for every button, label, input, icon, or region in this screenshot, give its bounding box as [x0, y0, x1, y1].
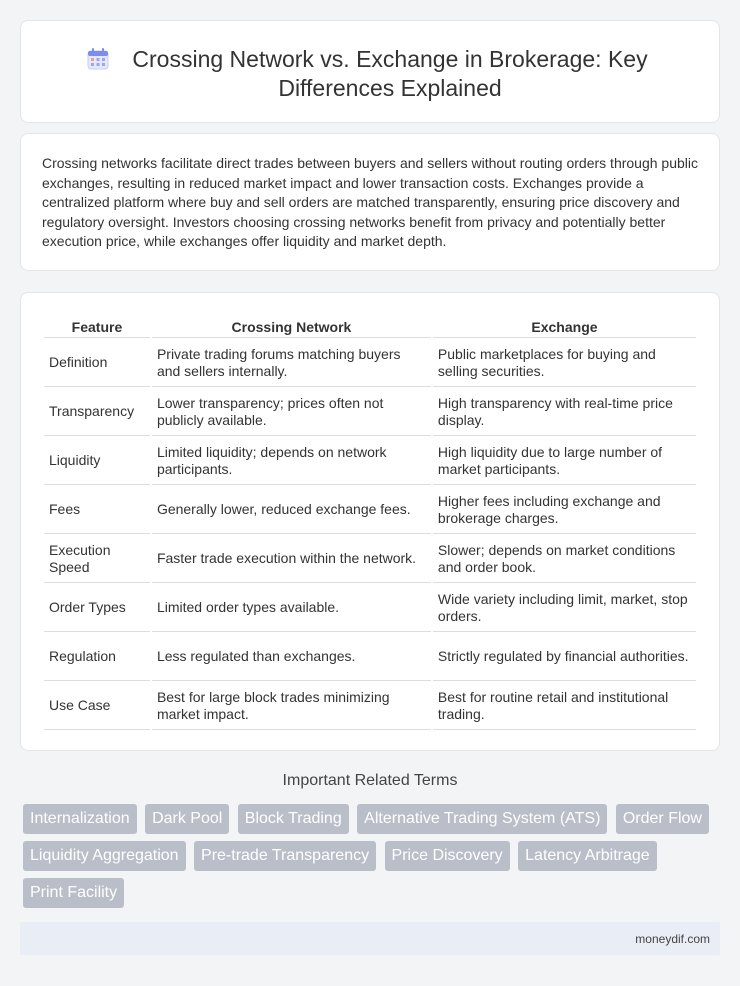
crossing-network-cell: Generally lower, reduced exchange fees. [152, 487, 431, 534]
comparison-table-card [20, 292, 720, 751]
tag-price-discovery[interactable]: Price Discovery [385, 841, 510, 871]
exchange-cell: High liquidity due to large number of market participants. [433, 438, 696, 485]
feature-cell: Order Types [44, 585, 150, 632]
tag-order-flow[interactable]: Order Flow [616, 804, 709, 834]
tag-internalization[interactable]: Internalization [23, 804, 137, 834]
table-row [44, 389, 696, 436]
exchange-cell: Wide variety including limit, market, stop orders. [433, 585, 696, 632]
comparison-table [42, 314, 698, 732]
table-row [44, 340, 696, 387]
exchange-cell: Higher fees including exchange and brokerage charges. [433, 487, 696, 534]
header-crossing-network: Crossing Network [152, 316, 431, 338]
intro-paragraph: Crossing networks facilitate direct trades between buyers and sellers without routing orders through public exchanges, resulting in reduced market impact and lower transaction costs. Exchanges provide a centralized platform where buy and sell orders are matched transparently, ensuring price discovery and regulatory oversight. Investors choosing crossing networks benefit from privacy and potentially better execution price, while exchanges offer liquidity and market depth. [42, 155, 699, 250]
title-card [20, 20, 720, 123]
footer-site-link[interactable]: moneydif.com [635, 932, 710, 946]
feature-cell: Definition [44, 340, 150, 387]
feature-cell: Use Case [44, 683, 150, 730]
exchange-cell: Public marketplaces for buying and selling securities. [433, 340, 696, 387]
header-feature: Feature [44, 316, 150, 338]
tag-alternative-trading-system[interactable]: Alternative Trading System (ATS) [357, 804, 607, 834]
feature-cell: Execution Speed [44, 536, 150, 583]
crossing-network-cell: Lower transparency; prices often not publicly available. [152, 389, 431, 436]
table-row [44, 536, 696, 583]
tag-block-trading[interactable]: Block Trading [238, 804, 349, 834]
table-row [44, 585, 696, 632]
crossing-network-cell: Limited order types available. [152, 585, 431, 632]
exchange-cell: Best for routine retail and institutional trading. [433, 683, 696, 730]
footer [20, 922, 720, 955]
exchange-cell: Slower; depends on market conditions and order book. [433, 536, 696, 583]
feature-cell: Fees [44, 487, 150, 534]
table-row [44, 683, 696, 730]
crossing-network-cell: Limited liquidity; depends on network participants. [152, 438, 431, 485]
page-title: Crossing Network vs. Exchange in Brokerage: Key Differences Explained [132, 46, 648, 101]
intro-card [20, 133, 720, 271]
crossing-network-cell: Faster trade execution within the network. [152, 536, 431, 583]
tag-pre-trade-transparency[interactable]: Pre-trade Transparency [194, 841, 376, 871]
table-row [44, 487, 696, 534]
related-terms-tags [23, 804, 723, 915]
crossing-network-cell: Less regulated than exchanges. [152, 634, 431, 681]
tag-dark-pool[interactable]: Dark Pool [145, 804, 229, 834]
feature-cell: Transparency [44, 389, 150, 436]
feature-cell: Liquidity [44, 438, 150, 485]
crossing-network-cell: Best for large block trades minimizing market impact. [152, 683, 431, 730]
tag-liquidity-aggregation[interactable]: Liquidity Aggregation [23, 841, 186, 871]
exchange-cell: High transparency with real-time price display. [433, 389, 696, 436]
tag-latency-arbitrage[interactable]: Latency Arbitrage [518, 841, 657, 871]
related-terms-heading: Important Related Terms [282, 772, 458, 789]
table-row [44, 438, 696, 485]
header-exchange: Exchange [433, 316, 696, 338]
tag-print-facility[interactable]: Print Facility [23, 878, 124, 908]
table-row [44, 634, 696, 681]
feature-cell: Regulation [44, 634, 150, 681]
exchange-cell: Strictly regulated by financial authorities. [433, 634, 696, 681]
crossing-network-cell: Private trading forums matching buyers and sellers internally. [152, 340, 431, 387]
table-header-row [44, 316, 696, 338]
